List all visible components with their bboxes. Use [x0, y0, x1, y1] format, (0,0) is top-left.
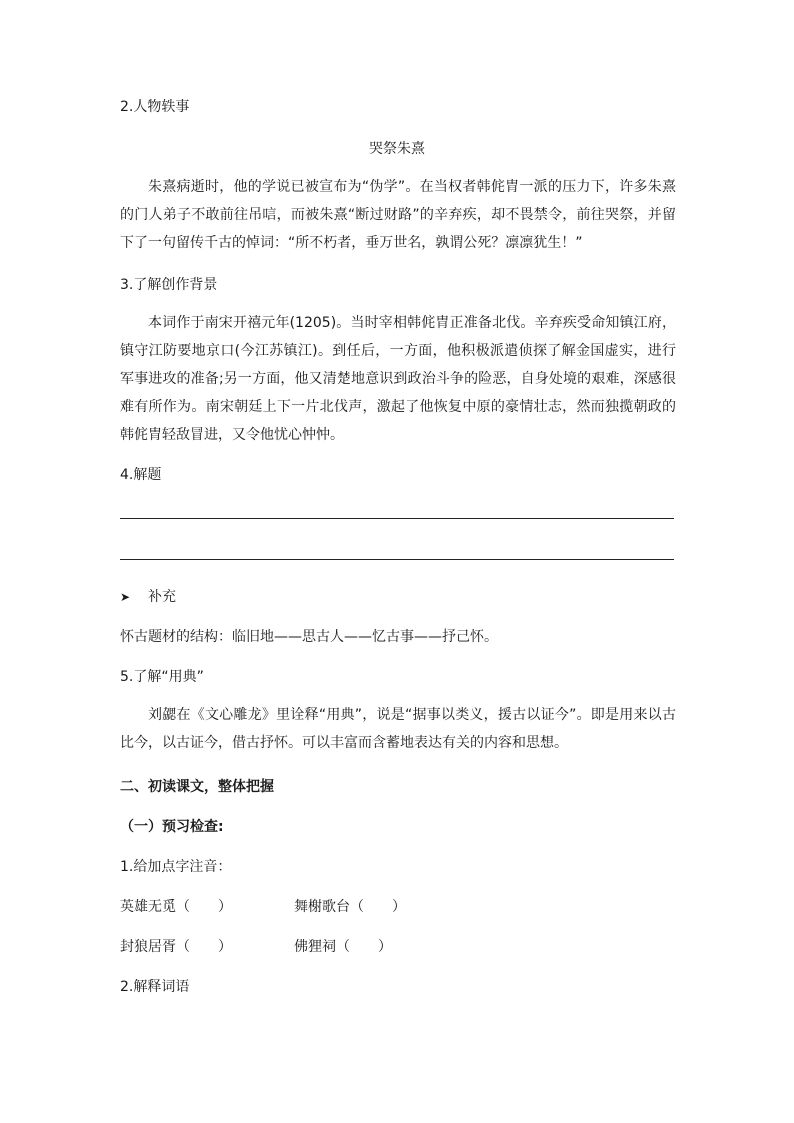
story-paragraph: 朱熹病逝时，他的学说已被宣布为“伪学”。在当权者韩侂胄一派的压力下，许多朱熹的门人弟子不敢前往吊唁，而被朱熹“断过财路”的辛弃疾，却不畏禁令，前往哭祭，并留下了一句留传千古的悼词：“所不朽者，垂万世名，孰谓公死？凛凛犹生！”: [120, 179, 676, 251]
supplement-label: 补充: [148, 589, 176, 605]
section-heading-allusion: 5.了解“用典”: [120, 669, 204, 685]
story-title: 哭祭朱熹: [369, 141, 425, 157]
section-heading-title-explanation: 4.解题: [120, 467, 162, 483]
pinyin-item: 英雄无觅（ ）: [120, 899, 232, 915]
question-1-heading: 1.给加点字注音：: [120, 859, 232, 875]
answer-line-1: [120, 518, 674, 519]
arrow-bullet-icon: ➤: [120, 590, 131, 604]
section-heading-background: 3.了解创作背景: [120, 277, 218, 293]
pinyin-item: 舞榭歌台（ ）: [294, 899, 406, 915]
section-heading-anecdote: 2.人物轶事: [120, 99, 190, 115]
pinyin-item: 佛狸祠（ ）: [294, 939, 392, 955]
preview-check-heading: （一）预习检查:: [120, 819, 224, 835]
allusion-paragraph: 刘勰在《文心雕龙》里诠释“用典”，说是“据事以类义，援古以证今”。即是用来以古比今，以古证今，借古抒怀。可以丰富而含蓄地表达有关的内容和思想。: [120, 707, 676, 751]
part-two-heading: 二、初读课文，整体把握: [120, 779, 274, 795]
answer-line-2: [120, 559, 674, 560]
question-2-heading: 2.解释词语: [120, 979, 190, 995]
supplement-heading: [120, 586, 680, 606]
supplement-text: 怀古题材的结构：临旧地——思古人——忆古事——抒己怀。: [120, 629, 498, 645]
background-paragraph: 本词作于南宋开禧元年(1205)。当时宰相韩侂胄正准备北伐。辛弃疾受命知镇江府，镇守江防要地京口(今江苏镇江)。到任后，一方面，他积极派遣侦探了解金国虚实，进行军事进攻的准备;另一方面，他又清楚地意识到政治斗争的险恶，自身处境的艰难，深感很难有所作为。南宋朝廷上下一片北伐声，激起了他恢复中原的豪情壮志，然而独揽朝政的韩侂胄轻敌冒进，又令他忧心忡忡。: [120, 315, 676, 443]
pinyin-item: 封狼居胥（ ）: [120, 939, 232, 955]
